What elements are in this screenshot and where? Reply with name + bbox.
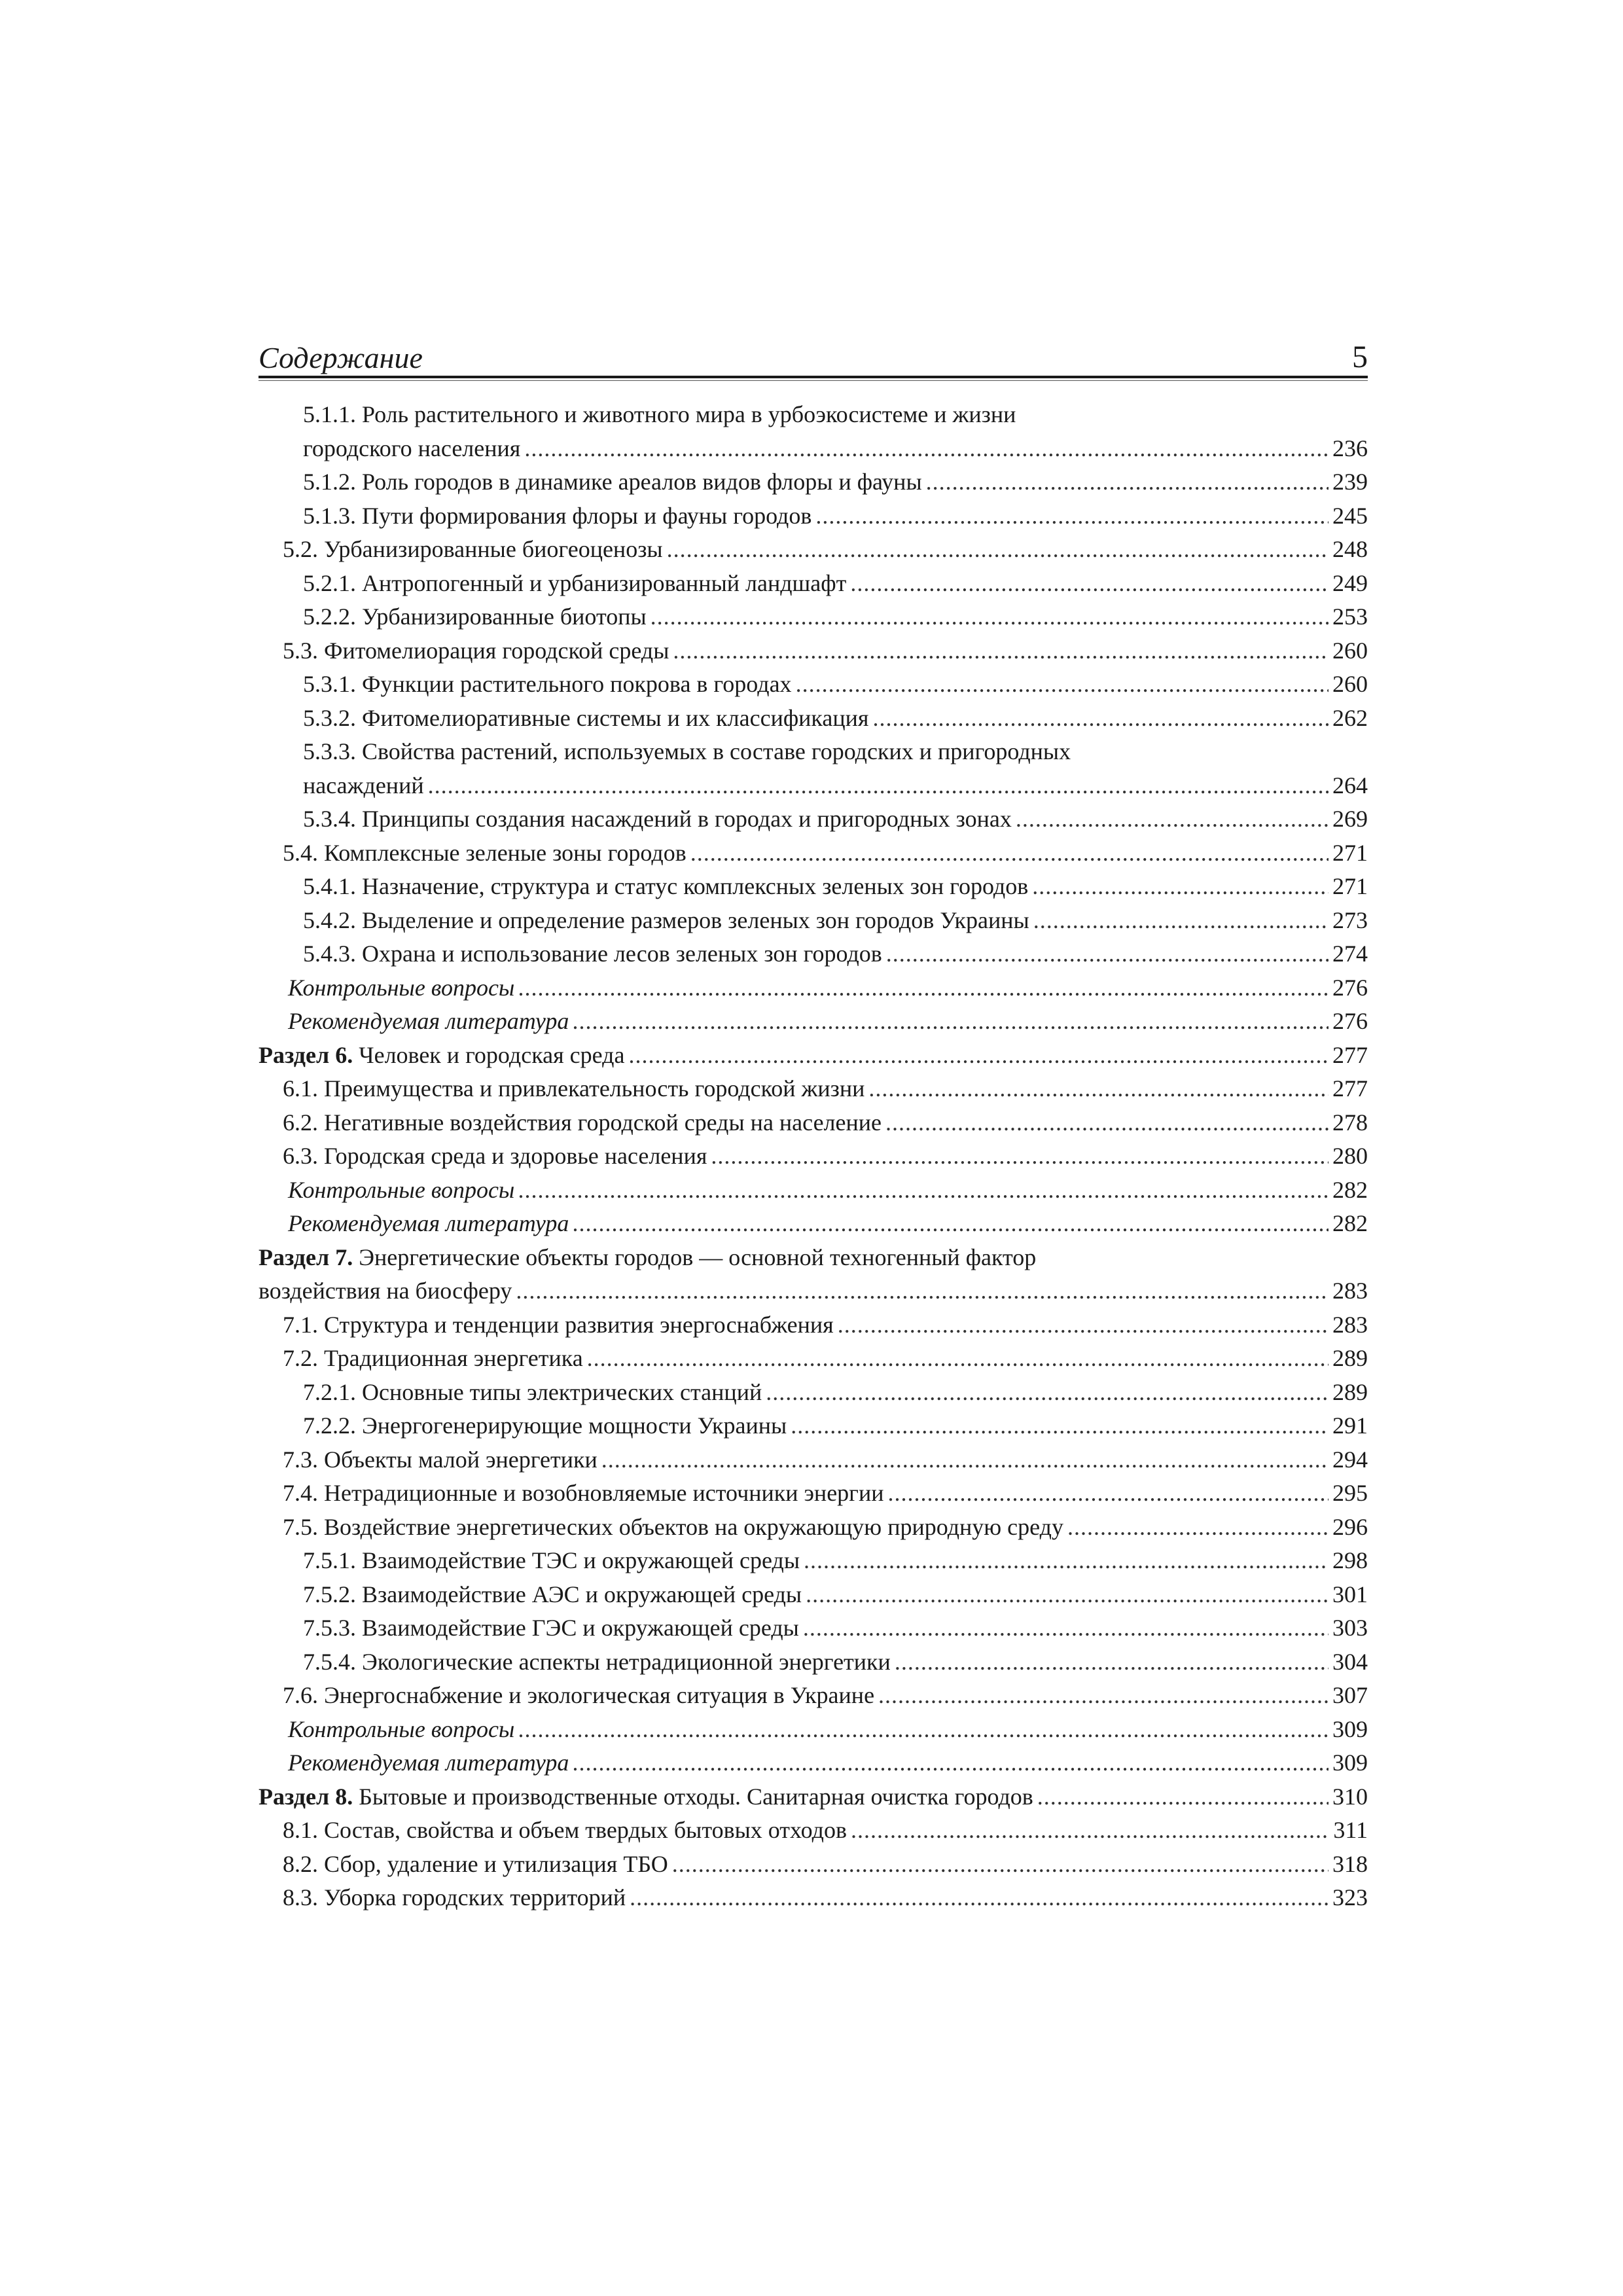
toc-entry-title: Раздел 6. Человек и городская среда (259, 1041, 625, 1068)
toc-entry-title: 7.4. Нетрадиционные и возобновляемые источники энергии (283, 1480, 884, 1506)
toc-page-number: 271 (1332, 839, 1368, 866)
dot-leader (428, 769, 1329, 803)
dot-leader (1016, 802, 1329, 836)
toc-page-number: 278 (1332, 1109, 1368, 1136)
toc-page-number: 323 (1332, 1884, 1368, 1910)
toc-entry (259, 802, 1368, 836)
dot-leader (868, 1072, 1329, 1106)
dot-leader (895, 1645, 1329, 1679)
header-rule-thin (259, 380, 1368, 381)
dot-leader (630, 1881, 1329, 1915)
toc-entry-title: 7.2.2. Энергогенерирующие мощности Украины (303, 1412, 787, 1439)
toc-entry-title: Контрольные вопросы (288, 974, 515, 1001)
toc-entry-title: 6.2. Негативные воздействия городской среды на население (283, 1109, 882, 1136)
toc-page-number: 282 (1332, 1176, 1368, 1203)
toc-entry-title: 5.2.2. Урбанизированные биотопы (303, 603, 647, 630)
dot-leader (806, 1578, 1329, 1612)
toc-entry-title: 5.3.1. Функции растительного покрова в городах (303, 671, 792, 697)
toc-page-number: 318 (1332, 1850, 1368, 1877)
dot-leader (851, 1814, 1329, 1848)
dot-leader (573, 1746, 1329, 1780)
toc-entry-title: Раздел 7. Энергетические объекты городов — основной техногенный фактор (259, 1244, 1037, 1270)
toc-entry-title: 7.6. Энергоснабжение и экологическая ситуация в Украине (283, 1682, 875, 1708)
dot-leader (1037, 1780, 1329, 1814)
dot-leader (573, 1005, 1329, 1039)
toc-entry-title: насаждений (303, 772, 424, 798)
toc-entry (259, 1139, 1368, 1174)
toc-entry (259, 836, 1368, 870)
toc-entry (259, 870, 1368, 904)
dot-leader (804, 1544, 1329, 1578)
toc-page-number: 260 (1332, 671, 1368, 697)
toc-entry (259, 634, 1368, 668)
toc-page-number: 296 (1332, 1513, 1368, 1540)
dot-leader (885, 1106, 1329, 1140)
running-header-title: Содержание (259, 341, 423, 374)
toc-entry (259, 1814, 1368, 1848)
toc-entry-title: Рекомендуемая литература (288, 1210, 569, 1236)
toc-entry-title: 6.1. Преимущества и привлекательность городской жизни (283, 1075, 865, 1102)
page-number: 5 (1352, 340, 1368, 374)
section-prefix: Раздел 6. (259, 1041, 353, 1068)
toc-entry (259, 702, 1368, 736)
toc-entry (259, 1780, 1368, 1814)
dot-leader (886, 937, 1329, 971)
toc-page-number: 309 (1332, 1749, 1368, 1776)
toc-entry-title: 5.4. Комплексные зеленые зоны городов (283, 839, 687, 866)
dot-leader (667, 533, 1329, 567)
toc-entry (259, 1848, 1368, 1882)
toc-page-number: 309 (1332, 1715, 1368, 1742)
dot-leader (791, 1409, 1329, 1443)
toc-page-number: 274 (1332, 941, 1368, 967)
toc-entry-title: 5.1.2. Роль городов в динамике ареалов видов флоры и фауны (303, 469, 922, 495)
toc-page-number: 260 (1332, 637, 1368, 664)
toc-entry (259, 465, 1368, 499)
table-of-contents (259, 398, 1368, 1915)
toc-entry (259, 1342, 1368, 1376)
toc-entry (259, 971, 1368, 1005)
toc-entry-title: воздействия на биосферу (259, 1278, 512, 1304)
toc-entry (259, 1645, 1368, 1679)
toc-entry-title: 8.3. Уборка городских территорий (283, 1884, 626, 1910)
dot-leader (518, 1713, 1329, 1747)
toc-entry-title: 7.5. Воздействие энергетических объектов на окружающую природную среду (283, 1513, 1063, 1540)
toc-entry-title: городского населения (303, 435, 521, 461)
toc-entry-title: 5.4.2. Выделение и определение размеров зеленых зон городов Украины (303, 906, 1029, 933)
toc-page-number: 304 (1332, 1648, 1368, 1675)
toc-entry (259, 1578, 1368, 1612)
toc-entry (259, 1477, 1368, 1511)
toc-entry (259, 1511, 1368, 1545)
toc-entry-title: 7.5.2. Взаимодействие АЭС и окружающей среды (303, 1581, 802, 1607)
toc-entry-title: 5.4.1. Назначение, структура и статус комплексных зеленых зон городов (303, 873, 1029, 899)
dot-leader (711, 1139, 1329, 1174)
section-prefix: Раздел 8. (259, 1783, 353, 1810)
toc-entry-title: 5.3.3. Свойства растений, используемых в составе городских и пригородных (303, 738, 1071, 764)
toc-entry-title: Рекомендуемая литература (288, 1749, 569, 1776)
toc-page-number: 282 (1332, 1210, 1368, 1236)
toc-entry-title: 7.5.3. Взаимодействие ГЭС и окружающей среды (303, 1615, 799, 1641)
toc-entry (259, 1746, 1368, 1780)
toc-entry-title: 5.2.1. Антропогенный и урбанизированный ландшафт (303, 569, 847, 596)
toc-page-number: 298 (1332, 1547, 1368, 1573)
toc-entry (259, 1072, 1368, 1106)
toc-page-number: 248 (1332, 536, 1368, 562)
toc-entry (259, 1881, 1368, 1915)
toc-entry (259, 1544, 1368, 1578)
toc-page-number: 249 (1332, 569, 1368, 596)
toc-entry-title: 5.3.2. Фитомелиоративные системы и их классификация (303, 704, 869, 731)
toc-entry-title: 7.1. Структура и тенденции развития энергоснабжения (283, 1311, 834, 1338)
toc-page-number: 295 (1332, 1480, 1368, 1506)
toc-entry (259, 1207, 1368, 1241)
toc-page-number: 277 (1332, 1075, 1368, 1102)
dot-leader (766, 1376, 1329, 1410)
toc-entry-continuation (259, 1274, 1368, 1308)
dot-leader (803, 1611, 1329, 1645)
toc-entry-title: 5.3.4. Принципы создания насаждений в городах и пригородных зонах (303, 806, 1012, 832)
toc-entry (259, 600, 1368, 634)
toc-entry (259, 1409, 1368, 1443)
toc-entry (259, 1241, 1368, 1275)
toc-entry-title: 5.2. Урбанизированные биогеоценозы (283, 536, 663, 562)
toc-page-number: 273 (1332, 906, 1368, 933)
toc-entry (259, 398, 1368, 432)
toc-entry-continuation (259, 432, 1368, 466)
toc-entry (259, 668, 1368, 702)
toc-entry-title: 5.3. Фитомелиорация городской среды (283, 637, 669, 664)
toc-entry-title: 7.2.1. Основные типы электрических станций (303, 1378, 762, 1405)
toc-page-number: 269 (1332, 806, 1368, 832)
toc-page-number: 271 (1332, 873, 1368, 899)
toc-entry (259, 1376, 1368, 1410)
toc-entry (259, 735, 1368, 769)
dot-leader (651, 600, 1329, 634)
toc-page-number: 289 (1332, 1345, 1368, 1371)
toc-entry-title: 5.1.3. Пути формирования флоры и фауны городов (303, 502, 812, 529)
dot-leader (518, 1174, 1329, 1208)
toc-entry-title: 8.2. Сбор, удаление и утилизация ТБО (283, 1850, 668, 1877)
toc-page-number: 236 (1332, 435, 1368, 461)
toc-entry (259, 1174, 1368, 1208)
toc-entry (259, 1679, 1368, 1713)
toc-entry-title: 7.3. Объекты малой энергетики (283, 1446, 597, 1473)
toc-entry (259, 533, 1368, 567)
toc-entry (259, 1106, 1368, 1140)
dot-leader (673, 634, 1329, 668)
dot-leader (815, 499, 1329, 533)
toc-page-number: 283 (1332, 1278, 1368, 1304)
toc-page-number: 245 (1332, 502, 1368, 529)
toc-entry-title: 7.5.1. Взаимодействие ТЭС и окружающей среды (303, 1547, 800, 1573)
toc-page-number: 276 (1332, 974, 1368, 1001)
dot-leader (573, 1207, 1329, 1241)
toc-entry (259, 1039, 1368, 1073)
toc-page-number: 253 (1332, 603, 1368, 630)
dot-leader (878, 1679, 1329, 1713)
dot-leader (926, 465, 1329, 499)
toc-page-number: 262 (1332, 704, 1368, 731)
toc-entry-title: 6.3. Городская среда и здоровье населения (283, 1143, 707, 1169)
dot-leader (690, 836, 1329, 870)
toc-page-number: 310 (1332, 1783, 1368, 1810)
toc-page-number: 307 (1332, 1682, 1368, 1708)
toc-page-number: 289 (1332, 1378, 1368, 1405)
dot-leader (1067, 1511, 1329, 1545)
toc-entry (259, 937, 1368, 971)
dot-leader (1033, 904, 1329, 938)
toc-entry-continuation (259, 769, 1368, 803)
toc-page-number: 276 (1332, 1008, 1368, 1034)
toc-entry (259, 1611, 1368, 1645)
toc-entry-title: Контрольные вопросы (288, 1176, 515, 1203)
dot-leader (518, 971, 1329, 1005)
dot-leader (872, 702, 1329, 736)
toc-page-number: 277 (1332, 1041, 1368, 1068)
toc-entry-title: 5.1.1. Роль растительного и животного мира в урбоэкосистеме и жизни (303, 401, 1016, 427)
toc-entry-title: Рекомендуемая литература (288, 1008, 569, 1034)
toc-page-number: 303 (1332, 1615, 1368, 1641)
toc-entry (259, 1308, 1368, 1342)
toc-page-number: 239 (1332, 469, 1368, 495)
toc-entry (259, 1713, 1368, 1747)
section-prefix: Раздел 7. (259, 1244, 353, 1270)
toc-page-number: 301 (1332, 1581, 1368, 1607)
dot-leader (601, 1443, 1329, 1477)
toc-page-number: 264 (1332, 772, 1368, 798)
toc-entry-title: Раздел 8. Бытовые и производственные отходы. Санитарная очистка городов (259, 1783, 1033, 1810)
toc-entry (259, 499, 1368, 533)
dot-leader (887, 1477, 1329, 1511)
toc-page-number: 311 (1333, 1817, 1368, 1843)
dot-leader (838, 1308, 1329, 1342)
toc-entry-title: Контрольные вопросы (288, 1715, 515, 1742)
page-header (259, 327, 1368, 380)
toc-entry (259, 1005, 1368, 1039)
toc-entry-title: 7.2. Традиционная энергетика (283, 1345, 583, 1371)
header-rule (259, 376, 1368, 378)
toc-entry-title: 5.4.3. Охрана и использование лесов зеленых зон городов (303, 941, 882, 967)
dot-leader (672, 1848, 1329, 1882)
toc-entry (259, 1443, 1368, 1477)
toc-entry-title: 7.5.4. Экологические аспекты нетрадиционной энергетики (303, 1648, 891, 1675)
toc-page-number: 294 (1332, 1446, 1368, 1473)
dot-leader (628, 1039, 1329, 1073)
dot-leader (796, 668, 1329, 702)
toc-entry-title: 8.1. Состав, свойства и объем твердых бытовых отходов (283, 1817, 847, 1843)
toc-page-number: 291 (1332, 1412, 1368, 1439)
toc-entry (259, 904, 1368, 938)
dot-leader (850, 567, 1329, 601)
toc-page-number: 283 (1332, 1311, 1368, 1338)
dot-leader (524, 432, 1329, 466)
dot-leader (1032, 870, 1329, 904)
dot-leader (516, 1274, 1329, 1308)
toc-entry (259, 567, 1368, 601)
toc-page-number: 280 (1332, 1143, 1368, 1169)
dot-leader (587, 1342, 1329, 1376)
